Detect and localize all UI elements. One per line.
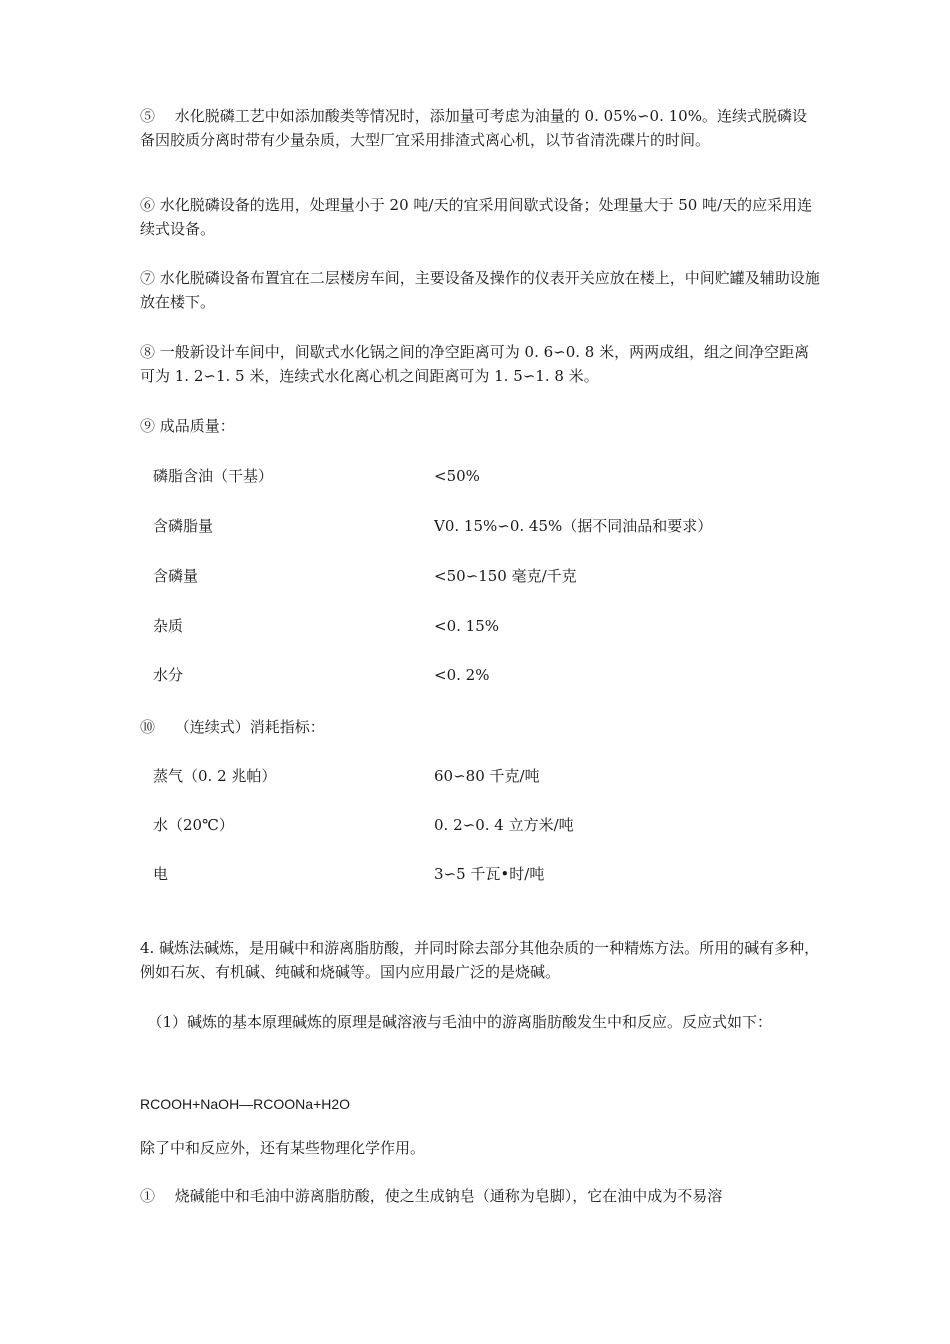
quality-row: [140, 464, 820, 489]
consumption-row: [140, 813, 820, 838]
quality-key: 磷脂含油（干基）: [153, 467, 274, 485]
quality-row: [140, 514, 820, 539]
quality-key: 含磷量: [153, 567, 199, 585]
quality-value: <0. 2%: [434, 666, 490, 684]
consumption-row: [140, 764, 820, 789]
consumption-value: 3∽5 千瓦•时/吨: [434, 865, 545, 883]
consumption-row: [140, 862, 820, 887]
quality-row: [140, 564, 820, 589]
quality-row: [140, 663, 820, 688]
paragraph-alkali-refining: 4. 碱炼法碱炼，是用碱中和游离脂肪酸，并同时除去部分其他杂质的一种精炼方法。所用的碱有多种，例如石灰、有机碱、纯碱和烧碱等。国内应用最广泛的是烧碱。: [140, 939, 820, 981]
paragraph-5: ⑤ 水化脱磷工艺中如添加酸类等情况时，添加量可考虑为油量的 0. 05%∽0. 10%。连续式脱磷设备因胶质分离时带有少量杂质，大型厂宜采用排渣式离心机，以节省清洗碟片的时间。: [140, 107, 807, 149]
paragraph-7: ⑦ 水化脱磷设备布置宜在二层楼房车间，主要设备及操作的仪表开关应放在楼上，中间贮罐及辅助设施放在楼下。: [140, 269, 820, 311]
paragraph-9-heading: ⑨ 成品质量：: [140, 417, 235, 435]
paragraph-other-effects: 除了中和反应外，还有某些物理化学作用。: [140, 1139, 426, 1157]
reaction-formula: RCOOH+NaOH—RCOONa+H2O: [140, 1096, 351, 1112]
paragraph-item-1: ① 烧碱能中和毛油中游离脂肪酸，使之生成钠皂（通称为皂脚），它在油中成为不易溶: [140, 1187, 723, 1205]
quality-key: 水分: [153, 666, 184, 684]
consumption-key: 蒸气（0. 2 兆帕）: [153, 767, 277, 785]
consumption-key: 电: [153, 865, 169, 883]
consumption-value: 60∽80 千克/吨: [434, 767, 540, 785]
quality-value: <0. 15%: [434, 617, 499, 635]
quality-value: <50∽150 毫克/千克: [434, 567, 577, 585]
quality-key: 杂质: [153, 617, 184, 635]
quality-row: [140, 614, 820, 639]
paragraph-6: ⑥ 水化脱磷设备的选用，处理量小于 20 吨/天的宜采用间歇式设备；处理量大于 50 吨/天的应采用连续式设备。: [140, 196, 813, 238]
paragraph-10-heading: ⑩ （连续式）消耗指标：: [140, 718, 325, 736]
quality-key: 含磷脂量: [153, 517, 214, 535]
paragraph-principle: （1）碱炼的基本原理碱炼的原理是碱溶液与毛油中的游离脂肪酸发生中和反应。反应式如下：: [140, 1013, 773, 1031]
consumption-value: 0. 2∽0. 4 立方米/吨: [434, 816, 574, 834]
quality-value: <50%: [434, 467, 480, 485]
consumption-key: 水（20℃）: [153, 816, 234, 834]
quality-value: V0. 15%∽0. 45%（据不同油品和要求）: [434, 517, 713, 535]
paragraph-8: ⑧ 一般新设计车间中，间歇式水化锅之间的净空距离可为 0. 6∽0. 8 米，两两成组，组之间净空距离可为 1. 2∽1. 5 米，连续式水化离心机之间距离可为 1. 5∽1. 8 米。: [140, 343, 810, 385]
